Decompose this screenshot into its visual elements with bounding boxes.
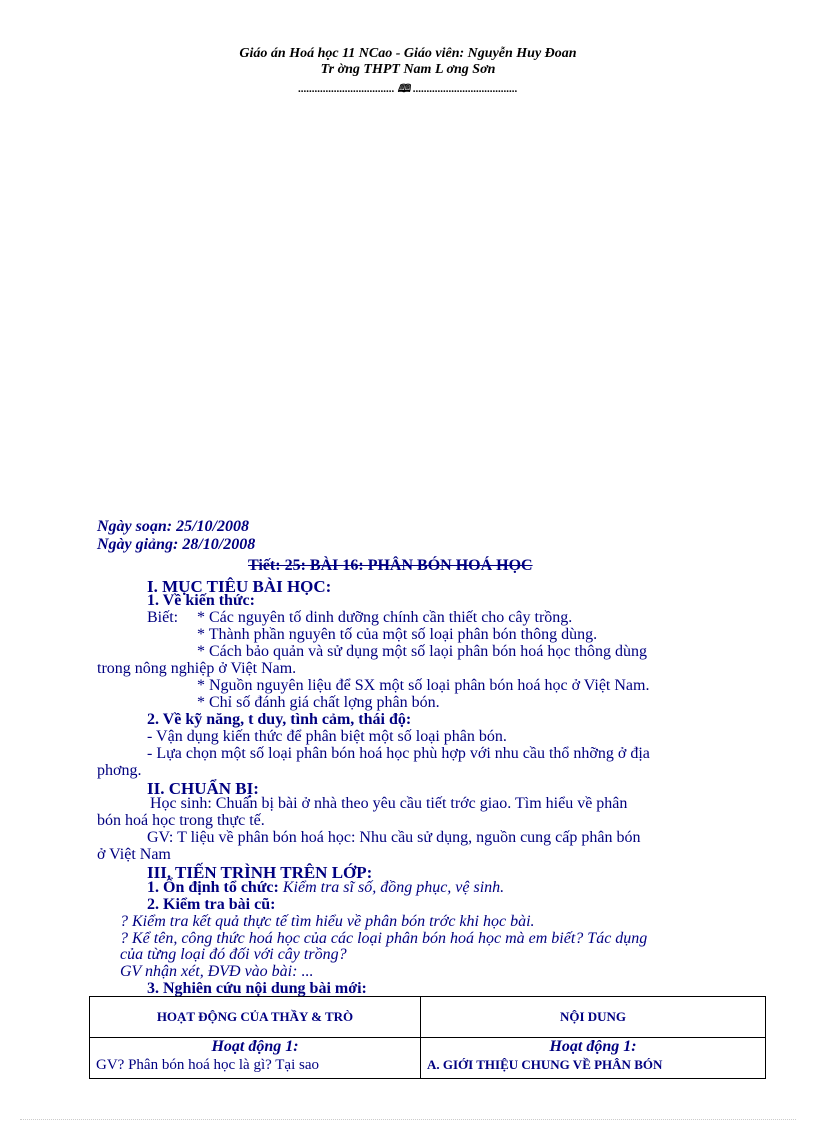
header-ornament: ................................... 🕮 ...................................... xyxy=(298,83,518,95)
knowledge-item-continued: trong nông nghiệp ở Việt Nam. xyxy=(97,660,297,677)
table-row xyxy=(90,1038,766,1079)
lesson-activity-table xyxy=(89,996,766,1079)
knowledge-item: * Chỉ số đánh giá chất lợng phân bón. xyxy=(197,694,440,711)
preparation-line: GV: T liệu về phân bón hoá học: Nhu cầu sử dụng, nguồn cung cấp phân bón xyxy=(147,829,641,846)
activity-title: Hoạt động 1: xyxy=(211,1038,299,1055)
review-question-continued: của từng loại đó đối với cây trồng? xyxy=(120,946,347,963)
content-text: A. GIỚI THIỆU CHUNG VỀ PHÂN BÓN xyxy=(427,1057,663,1072)
preparation-line: Học sinh: Chuẩn bị bài ở nhà theo yêu cầu tiết trớc giao. Tìm hiểu về phân xyxy=(150,795,628,812)
review-question: ? Kiểm tra kết quả thực tế tìm hiểu về phân bón trớc khi học bài. xyxy=(120,913,535,930)
date-prepared: Ngày soạn: 25/10/2008 xyxy=(97,518,249,535)
col-content-header: NỘI DUNG xyxy=(421,997,766,1038)
step-organization-text: Kiểm tra sĩ số, đồng phục, vệ sinh. xyxy=(278,879,505,896)
know-label: Biết: xyxy=(147,609,179,626)
knowledge-item: * Cách bảo quản và sử dụng một số laọi phân bón hoá học thông dùng xyxy=(197,643,647,660)
section-preparation-heading: II. CHUẨN BỊ: xyxy=(147,779,259,798)
knowledge-item: * Nguồn nguyên liệu để SX một số loại phân bón hoá học ở Việt Nam. xyxy=(197,677,650,694)
header-school-line: Tr ờng THPT Nam L ơng Sơn xyxy=(320,62,496,77)
section-procedure-heading: III. TIẾN TRÌNH TRÊN LỚP: xyxy=(147,863,373,882)
step-organization-label: 1. Ổn định tổ chức: xyxy=(147,879,279,896)
skill-item: - Vận dụng kiến thức để phân biệt một số loại phân bón. xyxy=(147,728,507,745)
content-title: Hoạt động 1: xyxy=(549,1038,637,1055)
step-new-lesson-label: 3. Nghiên cứu nội dung bài mới: xyxy=(147,980,367,997)
col-activity-header: HOẠT ĐỘNG CỦA THẦY & TRÒ xyxy=(90,997,421,1038)
skill-item: - Lựa chọn một số loại phân bón hoá học phù hợp với nhu cầu thổ nhỡng ở địa xyxy=(147,745,650,762)
header-author-line: Giáo án Hoá học 11 NCao - Giáo viên: Nguyễn Huy Đoan xyxy=(239,46,577,61)
knowledge-item: * Các nguyên tố dinh dưỡng chính cần thiết cho cây trồng. xyxy=(197,609,573,626)
knowledge-item: * Thành phần nguyên tố của một số loại phân bón thông dùng. xyxy=(197,626,598,643)
preparation-line: bón hoá học trong thực tế. xyxy=(97,812,265,829)
skills-subheading: 2. Về kỹ năng, t duy, tình cảm, thái độ: xyxy=(147,711,412,728)
teacher-remark: GV nhận xét, ĐVĐ vào bài: ... xyxy=(120,963,314,980)
date-taught: Ngày giảng: 28/10/2008 xyxy=(97,536,256,553)
skill-item-continued: phơng. xyxy=(97,762,142,779)
knowledge-subheading: 1. Về kiến thức: xyxy=(147,592,255,609)
activity-text: GV? Phân bón hoá học là gì? Tại sao xyxy=(96,1057,320,1073)
step-review-label: 2. Kiểm tra bài cũ: xyxy=(147,896,276,913)
page-bottom-border xyxy=(20,1119,796,1120)
section-objectives-heading: I. MỤC TIÊU BÀI HỌC: xyxy=(147,577,332,596)
review-question: ? Kể tên, công thức hoá học của các loại phân bón hoá học mà em biết? Tác dụng xyxy=(120,930,648,947)
step-organization xyxy=(147,879,504,897)
table-header-row xyxy=(90,997,766,1038)
preparation-line: ở Việt Nam xyxy=(97,846,171,863)
lesson-title: Tiết: 25: BÀI 16: PHÂN BÓN HOÁ HỌC xyxy=(248,557,533,574)
